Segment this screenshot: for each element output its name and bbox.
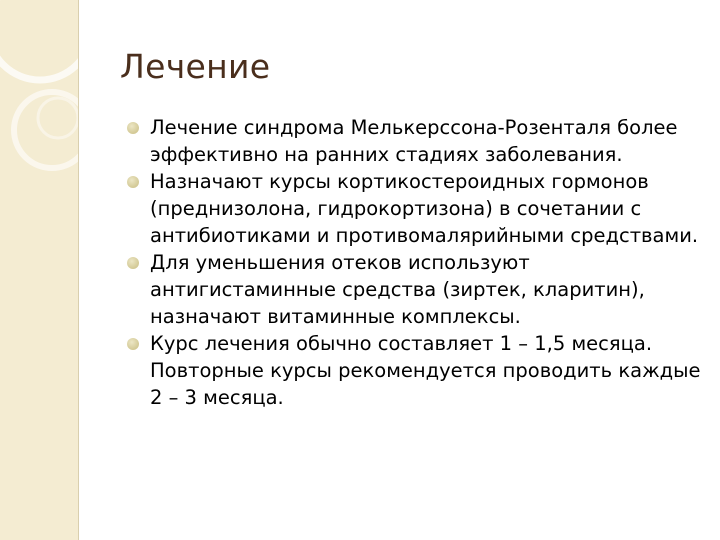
circle-bullet-icon [127,257,139,269]
circle-bullet-icon [127,122,139,134]
bullet-text: Для уменьшения отеков используют антигистаминные средства (зиртек, кларитин), назначают витаминные комплексы. [150,251,645,328]
bullet-text: Назначают курсы кортикостероидных гормонов (преднизолона, гидрокортизона) в сочетании с антибиотиками и противомалярийными средствами. [150,170,699,247]
decorative-circles-graphic [0,0,78,540]
circle-bullet-icon [127,338,139,350]
circle-bullet-icon [127,176,139,188]
bullet-text: Курс лечения обычно составляет 1 – 1,5 месяца. Повторные курсы рекомендуется проводить каждые 2 – 3 месяца. [150,332,701,409]
slide-title: Лечение [120,47,271,86]
bullet-item [126,114,716,168]
bullet-item [126,330,716,411]
side-panel-divider [78,0,79,540]
decorative-side-panel [0,0,78,540]
bullet-item [126,249,716,330]
bullet-text: Лечение синдрома Мелькерссона-Розенталя более эффективно на ранних стадиях заболевания. [150,116,678,166]
bullet-list [126,114,716,411]
bullet-item [126,168,716,249]
